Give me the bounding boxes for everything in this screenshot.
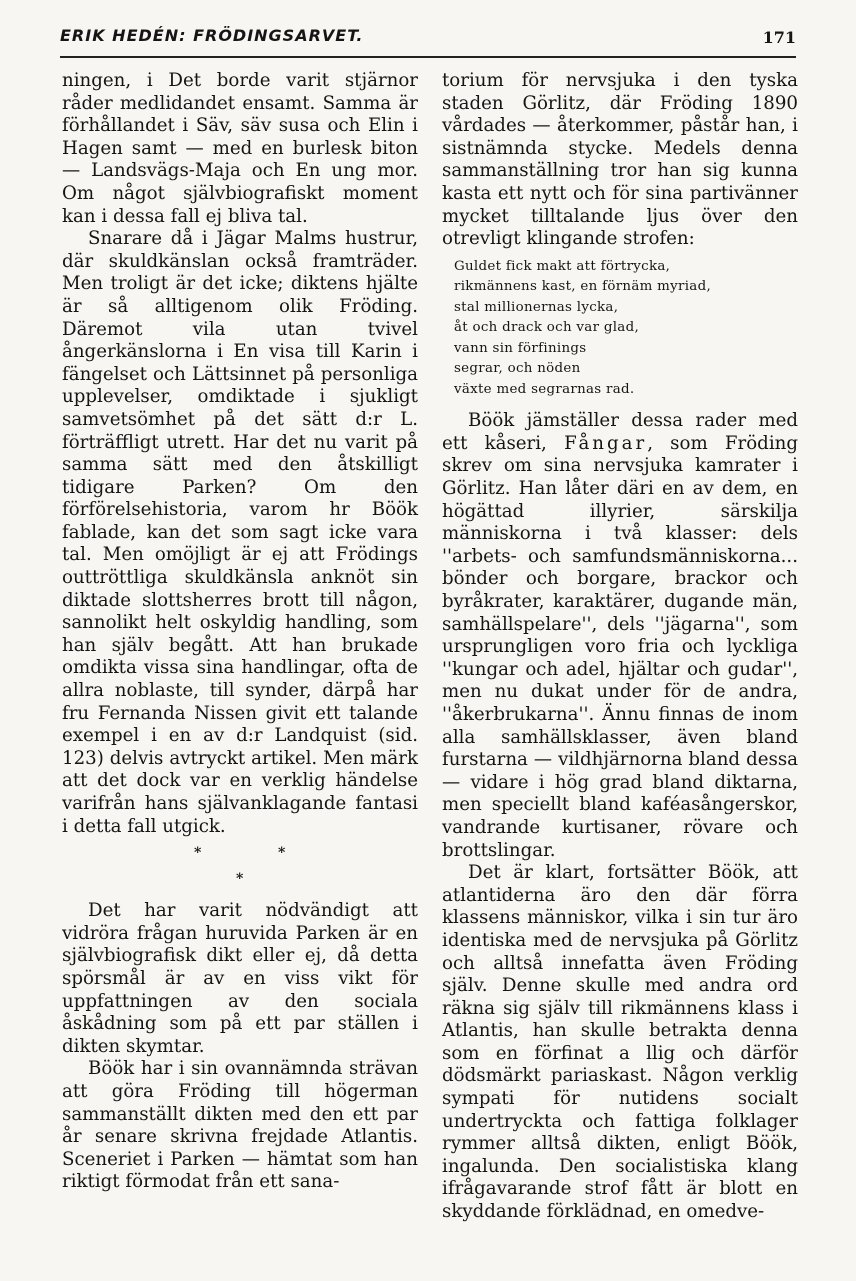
page-number: 171 bbox=[762, 28, 796, 47]
verse-line: åt och drack och var glad, bbox=[454, 320, 640, 336]
verse-line: stal millionernas lycka, bbox=[454, 299, 619, 315]
asterisk: * bbox=[278, 845, 286, 862]
paragraph: Det är klart, fortsätter Böök, att atlantiderna äro den där förra klassens människor, vilka i sin tur äro identiska med de nervsjuka på Görlitz och alltså innefatta även Fröding själv. Denne skulle med andra ord räkna sig själv till rikmännens klass i Atlantis, han skulle betrakta denna som en förfinat a llig och därför dödsmärkt pariaskast. Någon verklig sympati för nutidens socialt undertryckta och fattiga folklager rymmer alltså dikten, enligt Böök, ingalunda. Den socialistiska klang ifrågavarande strof fått är blott en skyddande förklädnad, en omedve- bbox=[442, 862, 798, 1223]
verse-line: rikmännens kast, en förnäm myriad, bbox=[454, 279, 712, 295]
section-break bbox=[62, 838, 418, 900]
paragraph: Snarare då i Jägar Malms hustrur, där skuldkänslan också framträder. Men troligt är det icke; diktens hjälte är så alltigenom olik Fröding. Däremot vila utan tvivel ångerkänslorna i En visa till Karin i fängelset och Lättsinnet på personliga upplevelser, omdiktade i sjukligt samvetsömhet på det sätt d:r L. förträffligt utrett. Har det nu varit på samma sätt med den åtskilligt tidigare Parken? Om den förförelsehistoria, varom hr Böök fablade, kan det som sagt icke vara tal. Men omöjligt är ej att Frödings outtröttliga skuldkänsla anknöt sin diktade slottsherres brott till någon, sannolikt helt oskyldig handling, som han själv begått. Att han brukade omdikta vissa sina handlingar, ofta de allra noblaste, till synder, därpå har fru Fernanda Nissen givit ett talande exempel i en av d:r Landquist (sid. 123) delvis avtryckt artikel. Men märk att det dock var en verklig händelse varifrån hans självanklagande fantasi i detta fall utgick. bbox=[62, 228, 418, 837]
right-column bbox=[442, 70, 798, 1224]
paragraph: torium för nervsjuka i den tyska staden Görlitz, där Fröding 1890 vårdades — återkommer, påstår han, i sistnämnda stycke. Medels denna sammanställning tror han sig kunna kasta ett nytt och för sina partivänner mycket tilltalande ljus över den otrevligt klingande strofen: bbox=[442, 70, 798, 250]
verse-line: vann sin förfinings bbox=[454, 340, 587, 356]
paragraph: Det har varit nödvändigt att vidröra frågan huruvida Parken är en självbiografisk dikt eller ej, då detta spörsmål är av en viss vikt för uppfattningen av den sociala åskådning som på ett par ställen i dikten skymtar. bbox=[62, 900, 418, 1057]
spaced-title: Fångar bbox=[564, 432, 648, 454]
verse-quote bbox=[454, 257, 798, 401]
verse-line: växte med segrarnas rad. bbox=[454, 381, 635, 397]
paragraph-text: , som Fröding skrev om sina nervsjuka kamrater i Görlitz. Han låter däri en av dem, en högättad illyrier, särskilja människorna i två klasser: dels ''arbets- och samfundsmänniskorna... bönder och borgare, brackor och byråkrater, karaktärer, dugande män, samhällspelare'', dels ''jägarna'', som ursprungligen voro fria och lyckliga ''kungar och adel, hjältar och gudar'', men nu dukat under för de andra, ''åkerbrukarna''. Ännu finnas de inom alla samhällsklasser, även bland furstarna — vildhjärnorna bland dessa — vidare i hög grad bland diktarna, men speciellt bland kaféasångerskor, vandrande kurtisaner, rövare och brottslingar. bbox=[442, 432, 798, 861]
running-header bbox=[60, 26, 796, 58]
verse-line: Guldet fick makt att förtrycka, bbox=[454, 258, 671, 274]
paragraph: Böök har i sin ovannämnda strävan att göra Fröding till högerman sammanställt dikten med den ett par år senare skrivna frejdade Atlantis. Sceneriet i Parken — hämtat som han riktigt förmodat från ett sana- bbox=[62, 1058, 418, 1193]
running-head-title: ERIK HEDÉN: FRÖDINGSARVET. bbox=[60, 26, 364, 45]
paragraph-text: Böök jämställer dessa rader med ett kåseri, bbox=[442, 410, 798, 454]
asterisk: * bbox=[194, 845, 202, 862]
asterisk: * bbox=[236, 871, 244, 888]
verse-line: segrar, och nöden bbox=[454, 361, 581, 377]
left-column bbox=[62, 70, 418, 1194]
paragraph bbox=[442, 410, 798, 862]
paragraph: ningen, i Det borde varit stjärnor råder medlidandet ensamt. Samma är förhållandet i Säv, säv susa och Elin i Hagen samt — med en burlesk biton — Landsvägs-Maja och En ung mor. Om något självbiografiskt moment kan i dessa fall ej bliva tal. bbox=[62, 70, 418, 227]
